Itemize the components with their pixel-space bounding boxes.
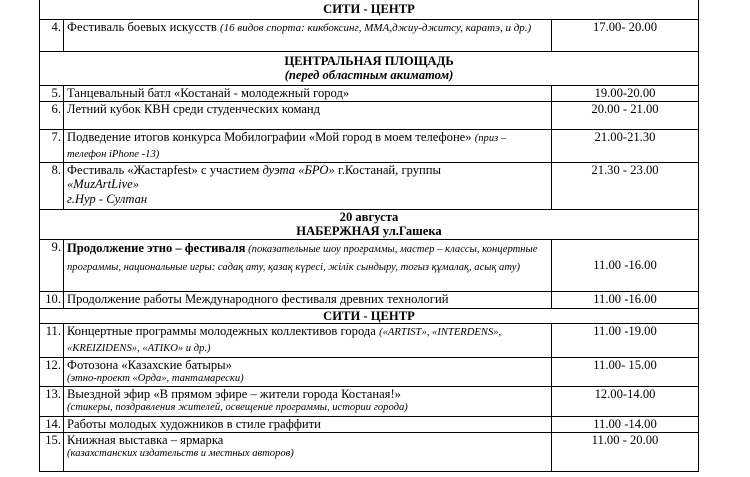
section-header-central-square bbox=[40, 51, 699, 85]
performer-city: г.Нур - Султан bbox=[67, 191, 148, 206]
event-title: Подведение итогов конкурса Мобилографии «Мой город в моем телефоне» bbox=[67, 129, 475, 144]
section-row bbox=[40, 210, 699, 240]
table-row bbox=[40, 357, 699, 387]
row-number: 12. bbox=[40, 357, 64, 387]
event-title: Книжная выставка – ярмарка bbox=[67, 432, 224, 447]
row-number: 11. bbox=[40, 323, 64, 357]
performer-name: «MuzArtLive» bbox=[67, 177, 140, 192]
section-row bbox=[40, 308, 699, 323]
table-row bbox=[40, 291, 699, 308]
event-description bbox=[64, 129, 552, 163]
section-header-city-center: СИТИ - ЦЕНТР bbox=[40, 308, 699, 323]
table-row bbox=[40, 432, 699, 471]
event-title: Танцевальный батл «Костанай - молодежный город» bbox=[64, 85, 552, 101]
event-title: Выездной эфир «В прямом эфире – жители города Костаная!» bbox=[67, 387, 401, 402]
event-note: (этно-проект «Орда», тантамарески) bbox=[67, 372, 244, 384]
row-number: 14. bbox=[40, 416, 64, 432]
table-row bbox=[40, 101, 699, 129]
section-title: ЦЕНТРАЛЬНАЯ ПЛОЩАДЬ bbox=[284, 53, 454, 68]
event-title: Работы молодых художников в стиле граффити bbox=[64, 416, 552, 432]
event-description bbox=[64, 163, 552, 210]
event-time: 19.00-20.00 bbox=[552, 85, 699, 101]
event-note: (стикеры, поздравления жителей, освещение программы, истории города) bbox=[67, 402, 408, 414]
event-time: 11.00- 15.00 bbox=[552, 357, 699, 387]
event-description bbox=[64, 19, 552, 51]
row-number: 5. bbox=[40, 85, 64, 101]
performer-name: дуэта «БРО» bbox=[262, 163, 335, 178]
event-note: (16 видов спорта: кикбоксинг, ММА,джиу-джитсу, каратэ, и др.) bbox=[220, 21, 532, 34]
table-row bbox=[40, 387, 699, 417]
event-note: (казахстанских издательств и местных авторов) bbox=[67, 448, 294, 460]
event-time: 12.00-14.00 bbox=[552, 387, 699, 417]
event-description bbox=[64, 323, 552, 357]
section-header-city-center: СИТИ - ЦЕНТР bbox=[40, 0, 699, 19]
event-title: Продолжение этно – фестиваля bbox=[67, 240, 246, 255]
event-note: (приз – телефон iPhone -13) bbox=[67, 132, 507, 160]
section-subtitle: (перед областным акиматом) bbox=[284, 67, 454, 82]
section-row bbox=[40, 51, 699, 85]
schedule-table bbox=[39, 0, 699, 472]
event-time: 20.00 - 21.00 bbox=[552, 101, 699, 129]
row-number: 13. bbox=[40, 387, 64, 417]
event-note: («ARTIST», «INTERDENS», «KREIZIDENS», «ATIKO» и др.) bbox=[67, 326, 502, 355]
event-time: 11.00 -19.00 bbox=[552, 323, 699, 357]
event-title-cont: г.Костанай, группы bbox=[334, 163, 441, 178]
section-header-embankment bbox=[40, 210, 699, 240]
event-description bbox=[64, 357, 552, 387]
row-number: 8. bbox=[40, 163, 64, 210]
event-time: 11.00 -16.00 bbox=[552, 239, 699, 291]
event-title: Фотозона «Казахские батыры» bbox=[67, 357, 232, 372]
table-row bbox=[40, 85, 699, 101]
event-title: Концертные программы молодежных коллективов города bbox=[67, 323, 380, 338]
event-time: 21.00-21.30 bbox=[552, 129, 699, 163]
table-row bbox=[40, 163, 699, 210]
event-description bbox=[64, 239, 552, 291]
event-description bbox=[64, 387, 552, 417]
row-number: 15. bbox=[40, 432, 64, 471]
row-number: 4. bbox=[40, 19, 64, 51]
event-title: Фестиваль «Жастарfest» с участием bbox=[67, 163, 263, 178]
event-title: Фестиваль боевых искусств bbox=[67, 19, 220, 34]
table-row bbox=[40, 19, 699, 51]
row-number: 9. bbox=[40, 239, 64, 291]
table-row bbox=[40, 129, 699, 163]
event-time: 11.00 - 20.00 bbox=[552, 432, 699, 471]
event-title: Летний кубок КВН среди студенческих команд bbox=[64, 101, 552, 129]
event-time: 11.00 -14.00 bbox=[552, 416, 699, 432]
row-number: 10. bbox=[40, 291, 64, 308]
section-row bbox=[40, 0, 699, 19]
table-row bbox=[40, 239, 699, 291]
event-description bbox=[64, 432, 552, 471]
event-time: 17.00- 20.00 bbox=[552, 19, 699, 51]
table-row bbox=[40, 416, 699, 432]
section-title: НАБЕРЖНАЯ ул.Гашека bbox=[296, 224, 442, 239]
row-number: 7. bbox=[40, 129, 64, 163]
section-date: 20 августа bbox=[339, 210, 399, 225]
schedule-document bbox=[39, 0, 698, 472]
event-note: (показательные шоу программы, мастер – классы, концертные программы, национальные игры: садақ ату, қазақ күресі, жілік сындыру, тогыз құмалақ, асық ату) bbox=[67, 243, 538, 273]
event-time: 21.30 - 23.00 bbox=[552, 163, 699, 210]
row-number: 6. bbox=[40, 101, 64, 129]
event-title: Продолжение работы Международного фестиваля древних технологий bbox=[64, 291, 552, 308]
table-row bbox=[40, 323, 699, 357]
event-time: 11.00 -16.00 bbox=[552, 291, 699, 308]
